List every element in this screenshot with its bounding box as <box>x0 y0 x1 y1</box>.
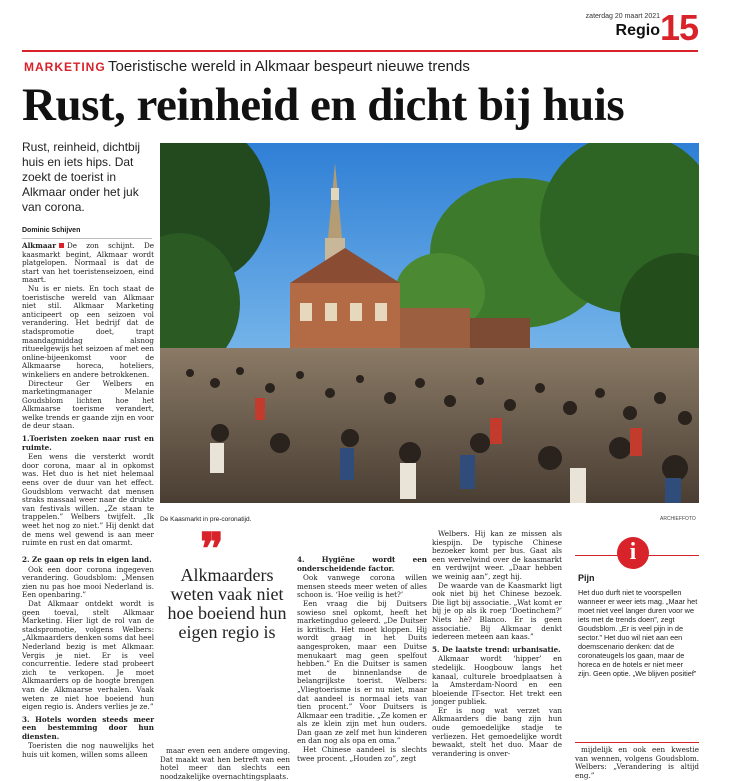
paragraph: Alkmaar wordt ‘hipper’ en stedelijk. Hoogbouw langs het kanaal, culturele broedplaatsen à la Amsterdam-Noord en een bloeiende IT-sector. Het trekt een jonger publiek. <box>432 654 562 707</box>
dateline-square-icon <box>59 243 64 248</box>
paragraph: Nu is er niets. En toch staat de toeristische wereld van Alkmaar niet stil. Alkmaar Marketing anticipeert op een seizoen vol verandering. Het bedrijf dat de stadspromotie doet, trapt maandagmiddag alsnog ritueelgewijs het seizoen af met een online-bijeenkomst voor de Alkmaarse horeca, hoteliers, winkeliers en andere betrokkenen. <box>22 283 154 379</box>
paragraph: Ook vanwege corona willen mensen steeds meer weten of alles schoon is. ‘Hoe veilig is het?’ <box>297 573 427 600</box>
byline-rule <box>22 238 152 239</box>
column-4 <box>432 530 562 758</box>
section-name: Regio <box>615 22 660 39</box>
issue-date: zaterdag 20 maart 2021 <box>585 13 660 20</box>
column-5 <box>575 746 699 780</box>
photo-credit: ARCHIEFFOTO <box>660 516 696 522</box>
paragraph: maar even een andere omgeving. Dat maakt wat hen betreft van een hotel meer dan slechts een noodzakelijke overnachtingsplaats. <box>160 746 290 781</box>
column-2 <box>160 747 290 781</box>
photo-caption: De Kaasmarkt in pre-coronatijd. <box>160 516 252 523</box>
paragraph: Ook een door corona ingegeven verandering. Goudsblom: „Mensen zien nu pas hoe mooi Nederland is. Een openbaring.” <box>22 564 154 600</box>
page-number: 15 <box>660 7 699 48</box>
paragraph: Toeristen die nog nauwelijks het huis uit komen, willen soms alleen <box>22 741 154 760</box>
info-box-title: Pijn <box>578 573 595 583</box>
paragraph: Een wens die versterkt wordt door corona, maar al in opkomst was. Het duo is het niet helemaal eens over de duur van het effect. Goudsblom verwacht dat mensen straks massaal weer naar de drukte van festivals willen. „Ze staan te trappelen.” Welbers twijfelt. „Ik weet het nog zo niet.” Hij denkt dat de mens wel gewend is aan meer ruimte en rust en dat omarmt. <box>22 452 154 548</box>
info-box-text: Het duo durft niet te voorspellen wanneer er weer iets mag. „Maar het moet niet veel langer duren voor we iets met de trends doen”, zegt Goudsblom. „Er is veel pijn in de sector.” Het duo wil niet aan een doemscenario denken: dat de coronateugels los gaan, maar de horeca en de hotels er niet meer zijn. Geen optie. „We blijven positief” <box>578 588 698 678</box>
section-heading: 3. Hotels worden steeds meer een bestemming door hun diensten. <box>22 714 154 741</box>
paragraph: mijdelijk en ook een kwestie van wennen, volgens Goudsblom. Welbers: „Verandering is altijd eng.” <box>575 745 699 780</box>
kaasmarkt-photo <box>160 143 699 503</box>
paragraph: Welbers. Hij kan ze missen als kiespijn. De typische Chinese bezoeker komt per bus. Gaat als een wervelwind over de kaasmarkt en verdwijnt weer. „Daar hebben we weinig aan”, zegt hij. <box>432 529 562 581</box>
paragraph: Een vraag die bij Duitsers sowieso snel opkomt, heeft het marketingduo geleerd. „De Duitser is kritisch. Het moet kloppen. Hij wordt graag in het Duits aangesproken, maar een Duitse menukaart mag geen spelfout hebben.” En die Duitser is samen met de binnenlandse de belangrijkste toerist. Welbers: „Vliegtoerisme is er nu niet, maar dat aandeel is normaal iets van tien procent.” Voor Duitsers is Alkmaar een traditie. „Ze komen er als ze klein zijn met hun ouders. Dan gaan ze zelf met hun kinderen en dan nog als opa en oma.” <box>297 598 427 746</box>
paragraph: Directeur Ger Welbers en marketingmanager Melanie Goudsblom lichten hoe het Alkmaarse toerisme verandert, welke trends er gaande zijn en voor de deur staan. <box>22 378 154 431</box>
pull-quote: Alkmaarders weten vaak niet hoe boeiend hun eigen regio is <box>167 565 287 642</box>
paragraph-text: De zon schijnt. De kaasmarkt begint, Alkmaar wordt platgelopen. Normaal is dat de start van het toeristenseizoen, eind maart. <box>22 241 154 285</box>
column-1 <box>22 242 154 548</box>
column-3 <box>297 552 427 763</box>
paragraph: Er is nog wat verzet van Alkmaarders die bang zijn hun oude gemoedelijke stadje te verliezen. Het gemoedelijke wordt bewaakt, stelt het duo. Maar de verandering is onver- <box>432 705 562 758</box>
intro-text: Rust, reinheid, dichtbij huis en iets hips. Dat zoekt de toerist in Alkmaar onder het juk van corona. <box>22 140 141 214</box>
section-heading: 5. De laatste trend: urbanisatie. <box>432 644 561 654</box>
info-box-end-rule <box>575 742 699 743</box>
quote-mark-icon: ❞ <box>200 525 224 574</box>
section-heading: 4. Hygiëne wordt een onderscheidende factor. <box>297 555 427 573</box>
paragraph: De waarde van de Kaasmarkt ligt ook niet bij het Chinese bezoek. Die ligt bij associatie. „Wat komt er bij je op als ik roep ‘Doetinchem?’ Niets hè? Blanco. Er is geen associatie. Bij Alkmaar denkt iedereen meteen aan kaas.” <box>432 580 562 642</box>
byline: Dominic Schijven <box>22 227 81 234</box>
paragraph: Het Chinese aandeel is slechts twee procent. „Houden zo”, zegt <box>297 745 427 763</box>
headline: Rust, reinheid en dicht bij huis <box>22 79 625 131</box>
kicker: MARKETING <box>24 60 106 74</box>
paragraph <box>22 242 154 285</box>
info-icon: i <box>629 539 637 565</box>
dateline: Alkmaar <box>22 241 56 250</box>
section-heading: 2. Ze gaan op reis in eigen land. <box>22 555 152 564</box>
column-1-continued <box>22 552 154 760</box>
paragraph: Dat Alkmaar ontdekt wordt is geen toeval, stelt Alkmaar Marketing. Hier ligt de rol van de stadspromotie, volgens Welbers: „Alkmaarders denken soms dat heel Nederland bezig is met Alkmaar. Vergis je niet. Er is veel concurrentie. Iedere stad probeert zich te verkopen. Je moet Alkmaarders op de hoogte brengen van de Alkmaarse verhalen. Vaak weten ze niet hoe boeiend hun eigen regio is. Anders verlies je ze.” <box>22 598 154 712</box>
section-heading: 1.Toeristen zoeken naar rust en ruimte. <box>22 434 154 452</box>
subheadline: Toeristische wereld in Alkmaar bespeurt nieuwe trends <box>108 58 470 75</box>
top-rule <box>22 50 698 52</box>
